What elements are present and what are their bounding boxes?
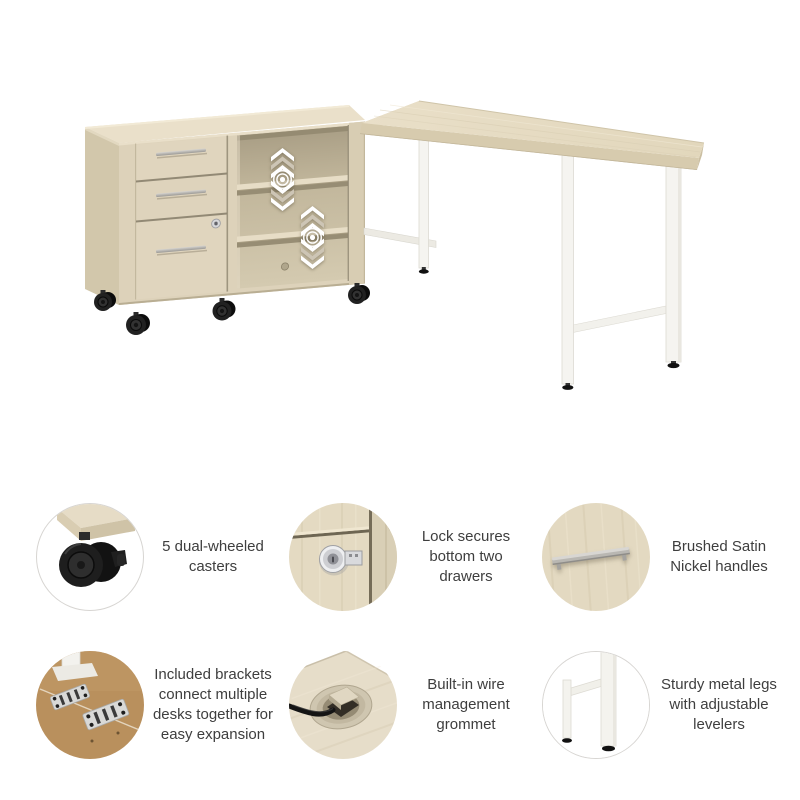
drawer-lock-icon [212,219,221,229]
feature-callout-legs [536,645,788,765]
feature-caption-lock: Lock secures bottom two drawers [421,528,511,585]
feature-callout-handles [536,497,788,617]
desk-top [360,101,704,170]
feature-callout-grommet [283,645,535,765]
handle-photo [542,503,650,611]
leveler-foot [419,269,429,273]
open-shelves [237,126,348,295]
leveler-foot [562,385,573,390]
lock-photo [289,503,397,611]
feature-caption-grommet: Built-in wire management grommet [422,676,510,733]
feature-caption-legs: Sturdy metal legs with adjustable levelers [661,676,777,733]
grommet-photo [289,651,397,759]
caster-photo [36,503,144,611]
storage-cabinet [85,105,370,335]
feature-caption-handles: Brushed Satin Nickel handles [670,538,768,575]
leveler-foot [668,363,680,368]
feature-callout-casters [30,497,282,617]
legs-photo [542,651,650,759]
feature-caption-brackets: Included brackets connect multiple desks together for easy expansion [152,666,274,743]
brackets-photo [36,651,144,759]
feature-caption-casters: 5 dual-wheeled casters [162,538,264,575]
feature-callout-lock [283,497,535,617]
feature-callout-brackets [30,645,282,765]
metal-legs [419,140,681,390]
drawer-stack [135,135,228,299]
